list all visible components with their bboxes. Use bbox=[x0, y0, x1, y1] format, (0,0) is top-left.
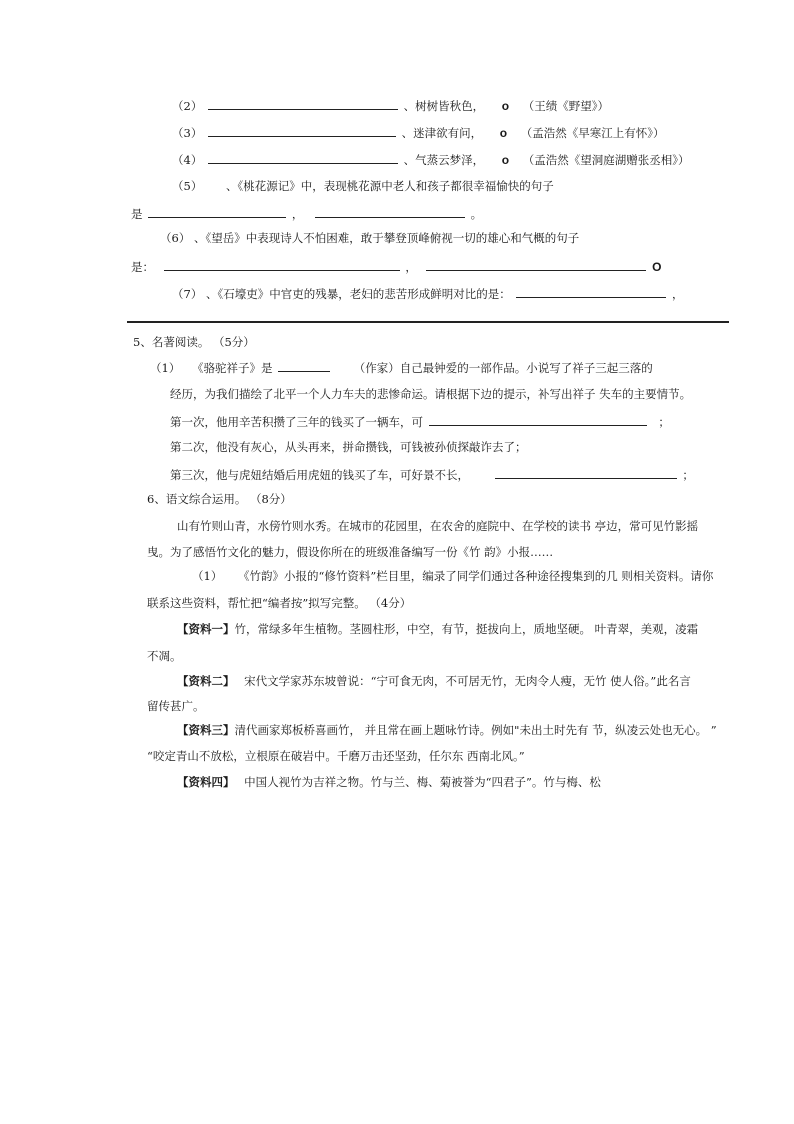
answer-blank[interactable] bbox=[208, 97, 398, 110]
q4-line-5: （5） 、《桃花源记》中，表现桃花源中老人和孩子都很幸福愉快的句子 bbox=[172, 179, 554, 193]
q5-first: 第一次，他用辛苦积攒了三年的钱买了一辆车，可 ； bbox=[170, 415, 670, 429]
material-2-cont: 留传甚广。 bbox=[147, 699, 205, 713]
q4-line-5-answer: 是 ， 。 bbox=[131, 207, 483, 221]
answer-blank[interactable] bbox=[315, 205, 465, 218]
answer-blank[interactable] bbox=[429, 413, 647, 426]
answer-blank[interactable] bbox=[516, 285, 666, 298]
q6-intro-2: 曳。为了感悟竹文化的魅力，假设你所在的班级准备编写一份《竹 韵》小报…… bbox=[147, 545, 554, 559]
answer-blank[interactable] bbox=[208, 151, 398, 164]
q5-third: 第三次，他与虎妞结婚后用虎妞的钱买了车，可好景不长， ； bbox=[170, 468, 694, 482]
q6-intro-1: 山有竹则山青，水傍竹则水秀。在城市的花园里，在农舍的庭院中、在学校的读书 亭边，常可见竹影摇 bbox=[177, 519, 699, 533]
answer-blank[interactable] bbox=[426, 258, 646, 271]
q4-line-3: （3） 、迷津欲有问， o （孟浩然《早寒江上有怀》） bbox=[172, 126, 665, 140]
q4-line-6: （6） 、《望岳》中表现诗人不怕困难，敢于攀登顶峰俯视一切的雄心和气概的句子 bbox=[160, 231, 580, 245]
material-1-cont: 不凋。 bbox=[147, 649, 182, 663]
q4-line-7: （7） 、《石壕吏》中官吏的残暴，老妇的悲苦形成鲜明对比的是： ， bbox=[172, 287, 684, 301]
answer-blank[interactable] bbox=[148, 205, 286, 218]
material-3: 【资料三】清代画家郑板桥喜画竹， 并且常在画上题咏竹诗。例如"未出土时先有 节，纵凌云处也无心。 ” bbox=[177, 723, 717, 737]
material-3-cont: “咬定青山不放松，立根原在破岩中。千磨万击还坚劲，任尔东 西南北风。” bbox=[147, 749, 525, 763]
section-divider bbox=[127, 321, 729, 323]
material-4: 【资料四】 中国人视竹为吉祥之物。竹与兰、梅、菊被誉为“四君子”。竹与梅、松 bbox=[177, 775, 601, 789]
q5-part1: （1） 《骆驼祥子》是 （作家）自己最钟爱的一部作品。小说写了祥子三起三落的 bbox=[150, 361, 653, 375]
answer-blank[interactable] bbox=[208, 124, 396, 137]
q5-part1-cont: 经历，为我们描绘了北平一个人力车夫的悲惨命运。请根据下边的提示，补写出祥子 失车的主要情节。 bbox=[170, 387, 692, 401]
q6-title: 6、语文综合运用。 （8分） bbox=[147, 492, 292, 506]
q4-line-4: （4） 、气蒸云梦泽， o （孟浩然《望洞庭湖赠张丞相》） bbox=[172, 153, 690, 167]
answer-blank[interactable] bbox=[164, 258, 400, 271]
q6-sub1-cont: 联系这些资料，帮忙把“编者按”拟写完整。 （4分） bbox=[147, 596, 412, 610]
q4-line-6-answer: 是： ， O bbox=[131, 260, 662, 274]
material-2: 【资料二】 宋代文学家苏东坡曾说：“宁可食无肉，不可居无竹，无肉令人瘦，无竹 使人俗。”此名言 bbox=[177, 674, 691, 688]
answer-blank[interactable] bbox=[278, 359, 330, 372]
q5-second: 第二次，他没有灰心，从头再来，拼命攒钱，可钱被孙侦探敲诈去了； bbox=[170, 440, 527, 454]
q6-sub1: （1） 《竹韵》小报的“修竹资料”栏目里，编录了同学们通过各种途径搜集到的几 则相关资料。请你 bbox=[192, 569, 714, 583]
material-1: 【资料一】竹，常绿多年生植物。茎圆柱形，中空，有节，挺拔向上，质地坚硬。 叶青翠，美观，凌霜 bbox=[177, 622, 699, 636]
q5-title: 5、名著阅读。 （5分） bbox=[133, 335, 255, 349]
answer-blank[interactable] bbox=[495, 466, 677, 479]
q4-line-2: （2） 、树树皆秋色， o （王绩《野望》） bbox=[172, 99, 610, 113]
